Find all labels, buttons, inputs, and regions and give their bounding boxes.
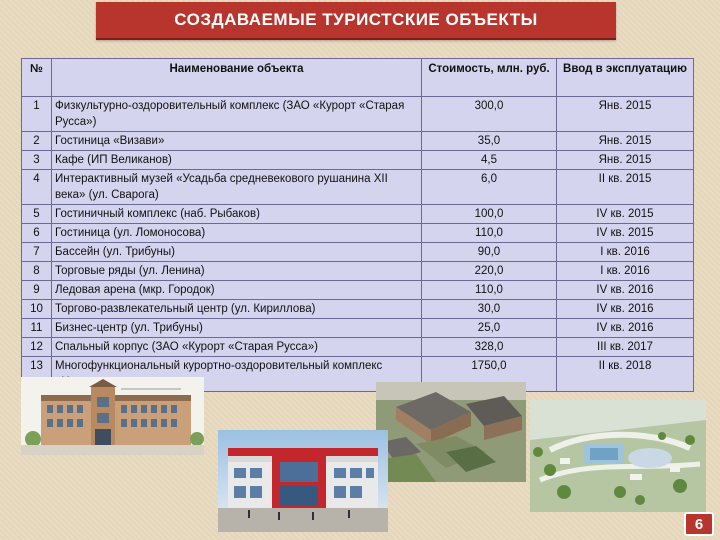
table-row: [22, 224, 694, 243]
commissioning-date: II кв. 2018: [557, 357, 694, 392]
row-number: 2: [22, 132, 52, 151]
object-cost: 110,0: [422, 224, 557, 243]
object-cost: 4,5: [422, 151, 557, 170]
object-name: Спальный корпус (ЗАО «Курорт «Старая Русса»): [52, 338, 422, 357]
row-number: 4: [22, 170, 52, 205]
table-row: [22, 205, 694, 224]
object-name: Многофункциональный курортно-оздоровительный комплекс: [52, 357, 422, 392]
table-row: [22, 151, 694, 170]
object-cost: 110,0: [422, 281, 557, 300]
row-number: 12: [22, 338, 52, 357]
page-number-badge: 6: [684, 512, 714, 536]
object-cost: 35,0: [422, 132, 557, 151]
table-row: [22, 300, 694, 319]
object-name: Бассейн (ул. Трибуны): [52, 243, 422, 262]
object-name: Гостиница «Визави»: [52, 132, 422, 151]
object-cost: 25,0: [422, 319, 557, 338]
row-number: 8: [22, 262, 52, 281]
museum-estate-aerial-render: [376, 382, 526, 482]
commissioning-date: III кв. 2017: [557, 338, 694, 357]
commissioning-date: Янв. 2015: [557, 151, 694, 170]
object-name: Торговые ряды (ул. Ленина): [52, 262, 422, 281]
object-cost: 220,0: [422, 262, 557, 281]
object-cost: 328,0: [422, 338, 557, 357]
table-row: [22, 281, 694, 300]
commissioning-date: IV кв. 2016: [557, 281, 694, 300]
commissioning-date: I кв. 2016: [557, 243, 694, 262]
resort-complex-aerial-plan: [530, 400, 706, 512]
object-name: Гостиничный комплекс (наб. Рыбаков): [52, 205, 422, 224]
object-name: Кафе (ИП Великанов): [52, 151, 422, 170]
object-cost: 100,0: [422, 205, 557, 224]
table-row: [22, 262, 694, 281]
commissioning-date: IV кв. 2015: [557, 224, 694, 243]
object-cost: 1750,0: [422, 357, 557, 392]
object-cost: 90,0: [422, 243, 557, 262]
object-name: Бизнес-центр (ул. Трибуны): [52, 319, 422, 338]
object-name: Ледовая арена (мкр. Городок): [52, 281, 422, 300]
table-row: [22, 170, 694, 205]
commissioning-date: IV кв. 2016: [557, 300, 694, 319]
commissioning-date: Янв. 2015: [557, 97, 694, 132]
row-number: 3: [22, 151, 52, 170]
title-banner: [96, 2, 616, 40]
row-number: 13: [22, 357, 52, 392]
table-row: [22, 243, 694, 262]
row-number: 11: [22, 319, 52, 338]
header-cost: Стоимость, млн. руб.: [422, 59, 557, 97]
table-row: [22, 97, 694, 132]
sanatorium-facade-drawing: [21, 377, 204, 455]
table-row: [22, 338, 694, 357]
header-date: Ввод в эксплуатацию: [557, 59, 694, 97]
object-name: Интерактивный музей «Усадьба средневекового рушанина XII века» (ул. Сварога): [52, 170, 422, 205]
header-name: Наименование объекта: [52, 59, 422, 97]
slide-title: СОЗДАВАЕМЫЕ ТУРИСТСКИЕ ОБЪЕКТЫ: [174, 10, 538, 29]
object-name: Торгово-развлекательный центр (ул. Кириллова): [52, 300, 422, 319]
row-number: 1: [22, 97, 52, 132]
header-num: №: [22, 59, 52, 97]
table-row: [22, 132, 694, 151]
table-header-row: [22, 59, 694, 97]
row-number: 6: [22, 224, 52, 243]
object-name: Гостиница (ул. Ломоносова): [52, 224, 422, 243]
object-cost: 30,0: [422, 300, 557, 319]
object-cost: 300,0: [422, 97, 557, 132]
sports-complex-render: [218, 430, 388, 532]
row-number: 10: [22, 300, 52, 319]
commissioning-date: IV кв. 2015: [557, 205, 694, 224]
commissioning-date: IV кв. 2016: [557, 319, 694, 338]
tourist-objects-table: [21, 58, 694, 392]
object-cost: 6,0: [422, 170, 557, 205]
object-name: Физкультурно-оздоровительный комплекс (ЗАО «Курорт «Старая Русса»): [52, 97, 422, 132]
commissioning-date: Янв. 2015: [557, 132, 694, 151]
table-row: [22, 319, 694, 338]
row-number: 7: [22, 243, 52, 262]
commissioning-date: II кв. 2015: [557, 170, 694, 205]
commissioning-date: I кв. 2016: [557, 262, 694, 281]
row-number: 9: [22, 281, 52, 300]
row-number: 5: [22, 205, 52, 224]
